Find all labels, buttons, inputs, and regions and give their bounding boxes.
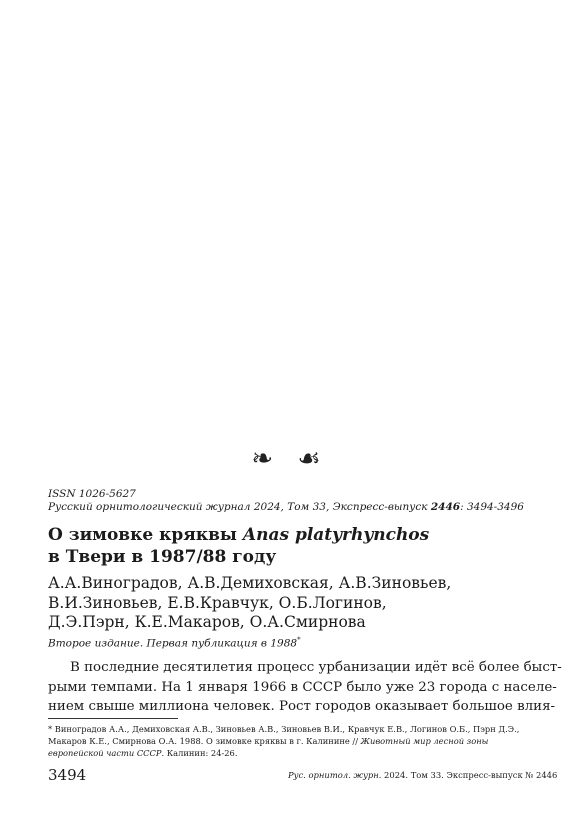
footnote-source-title: Животный мир лесной зоны bbox=[360, 735, 489, 746]
edition-text: Второе издание. Первая публикация в 1988 bbox=[48, 637, 298, 650]
journal-name: Русский орнитологический журнал 2024, Том 33, Экспресс-выпуск bbox=[48, 501, 431, 513]
footnote-line: * Виноградов А.А., Демиховская А.В., Зиновьев А.В., Зиновьев В.И., Кравчук Е.В., Логинов О.Б., Пэрн Д.Э., bbox=[48, 724, 520, 734]
footnote-mark: * bbox=[297, 636, 301, 644]
title-species: Anas platyrhynchos bbox=[242, 525, 430, 545]
footnote-line bbox=[48, 748, 530, 760]
running-journal-abbrev: Рус. орнитол. журн. bbox=[288, 770, 382, 780]
running-footer bbox=[288, 770, 558, 780]
issue-number: 2446 bbox=[430, 501, 461, 513]
footnote bbox=[48, 724, 530, 759]
footnote-source-title-cont: европейской части СССР bbox=[48, 747, 162, 758]
authors-line: Д.Э.Пэрн, К.Е.Макаров, О.А.Смирнова bbox=[48, 613, 366, 631]
title-part-1: О зимовке кряквы bbox=[48, 525, 243, 545]
authors-line: А.А.Виноградов, А.В.Демиховская, А.В.Зиновьев, bbox=[48, 574, 452, 592]
body-paragraph bbox=[48, 658, 562, 717]
article-title bbox=[48, 524, 538, 568]
page-number: 3494 bbox=[48, 766, 87, 784]
page-range: : 3494-3496 bbox=[460, 501, 524, 513]
authors-list bbox=[48, 574, 538, 633]
issn-line: ISSN 1026-5627 bbox=[48, 488, 136, 500]
body-line: рыми темпами. На 1 января 1966 в СССР было уже 23 города с населе- bbox=[48, 679, 557, 695]
footnote-line bbox=[48, 736, 530, 748]
journal-citation bbox=[48, 501, 524, 514]
title-part-2: в Твери в 1987/88 году bbox=[48, 547, 277, 567]
body-line: В последние десятилетия процесс урбанизации идёт всё более быст- bbox=[70, 660, 562, 675]
ornament-fleurons: ❧ ☙ bbox=[251, 444, 329, 474]
footnote-line2-text: Макаров К.Е., Смирнова О.А. 1988. О зимовке кряквы в г. Калинине // bbox=[48, 735, 361, 746]
footnote-line3-text: . Калинин: 24-26. bbox=[161, 747, 238, 758]
authors-line: В.И.Зиновьев, Е.В.Кравчук, О.Б.Логинов, bbox=[48, 593, 387, 612]
running-issue-info: 2024. Том 33. Экспресс-выпуск № 2446 bbox=[381, 770, 558, 780]
footnote-divider bbox=[48, 718, 178, 719]
edition-note bbox=[48, 634, 301, 651]
body-line: нием свыше миллиона человек. Рост городов оказывает большое влия- bbox=[48, 699, 556, 714]
